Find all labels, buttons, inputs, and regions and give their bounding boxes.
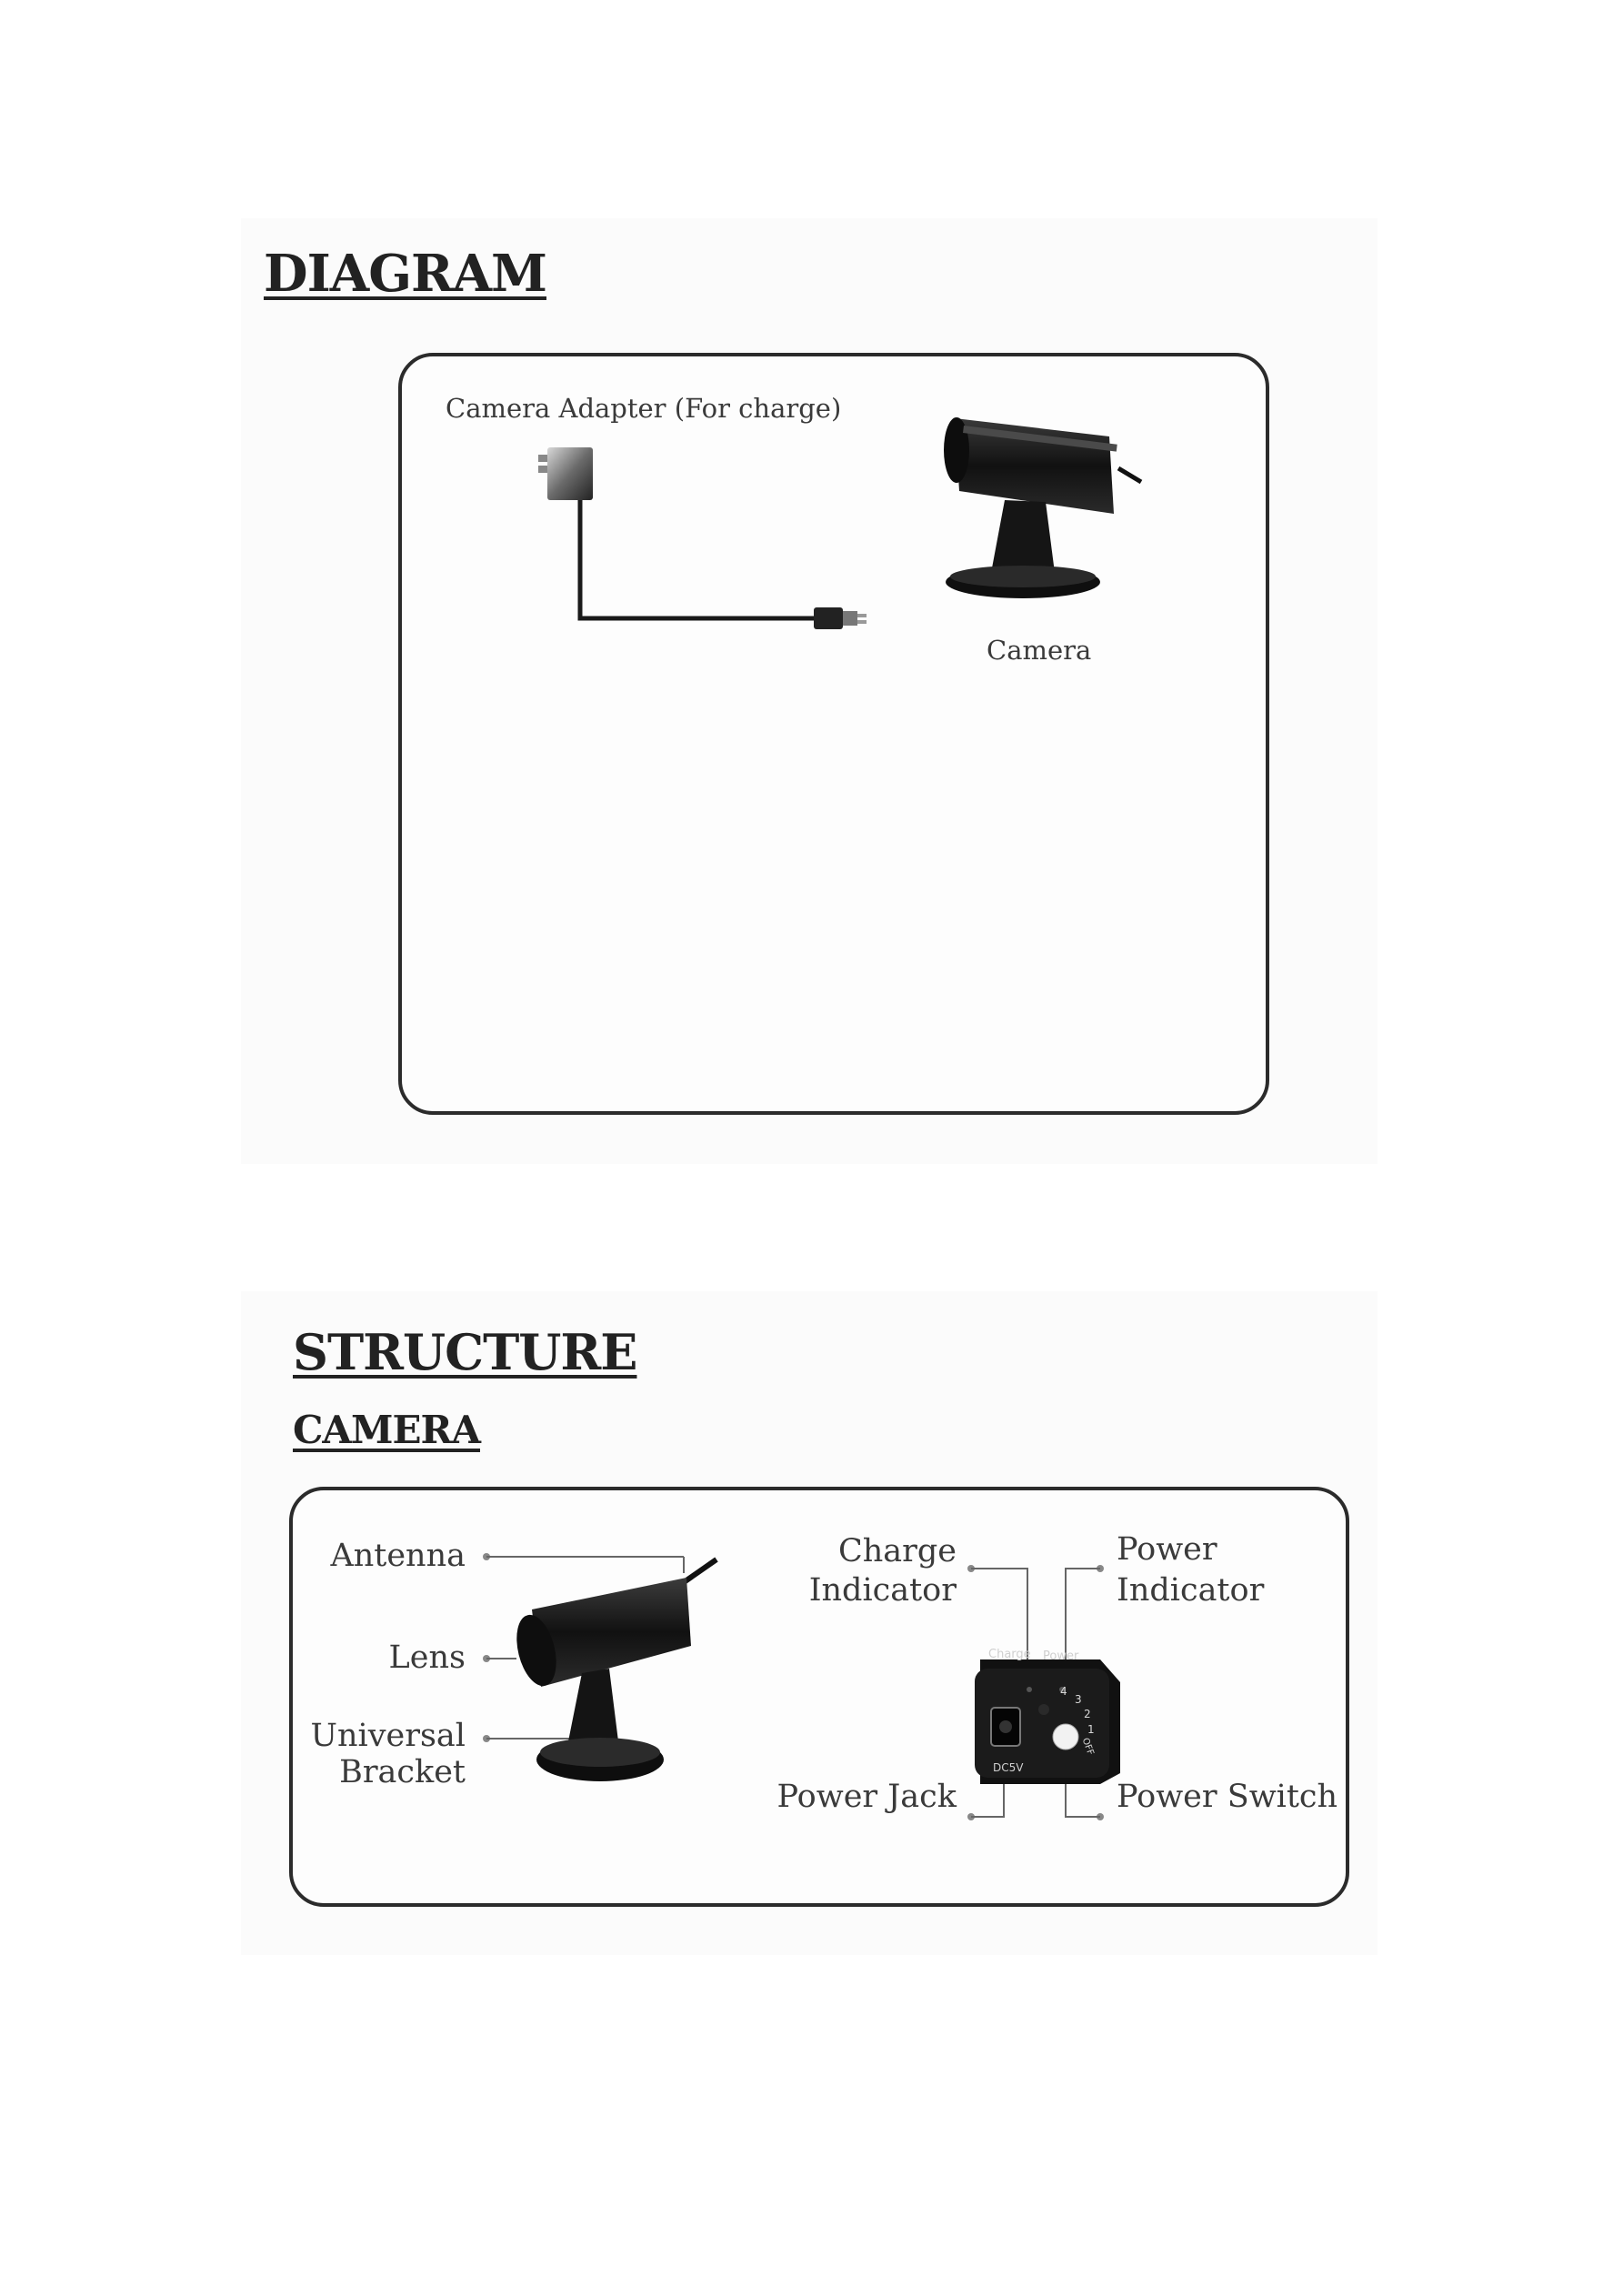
camera-subheading: CAMERA — [293, 1408, 481, 1452]
charge-indicator-label-line2: Indicator — [808, 1572, 957, 1609]
bracket-label-line1: Universal — [310, 1718, 466, 1754]
diagram-heading: DIAGRAM — [264, 244, 547, 304]
adapter-label: Camera Adapter (For charge) — [446, 393, 842, 424]
structure-camera-illustration — [473, 1537, 746, 1810]
back-panel-dc-text: DC5V — [993, 1761, 1024, 1774]
structure-heading: STRUCTURE — [293, 1323, 637, 1381]
power-indicator-label-line1: Power — [1117, 1531, 1217, 1568]
bracket-label-line2: Bracket — [339, 1754, 466, 1790]
camera-back-panel-illustration — [964, 1546, 1118, 1828]
camera-label: Camera — [987, 635, 1092, 666]
charge-indicator-label-line1: Charge — [837, 1533, 957, 1569]
adapter-illustration — [536, 446, 882, 637]
dial-mark-3: 3 — [1075, 1693, 1082, 1706]
dial-mark-4: 4 — [1060, 1685, 1067, 1698]
back-panel-power-text: Power — [1043, 1649, 1079, 1663]
antenna-label: Antenna — [330, 1538, 466, 1574]
dial-mark-off: OFF — [1079, 1736, 1096, 1757]
camera-illustration — [937, 400, 1155, 618]
power-jack-label: Power Jack — [776, 1779, 957, 1815]
dial-mark-1: 1 — [1087, 1723, 1095, 1736]
lens-label: Lens — [388, 1639, 466, 1676]
dial-mark-2: 2 — [1084, 1708, 1091, 1720]
power-switch-label: Power Switch — [1117, 1779, 1338, 1815]
power-indicator-label-line2: Indicator — [1117, 1572, 1265, 1609]
back-panel-charge-text: Charge — [988, 1648, 1031, 1661]
